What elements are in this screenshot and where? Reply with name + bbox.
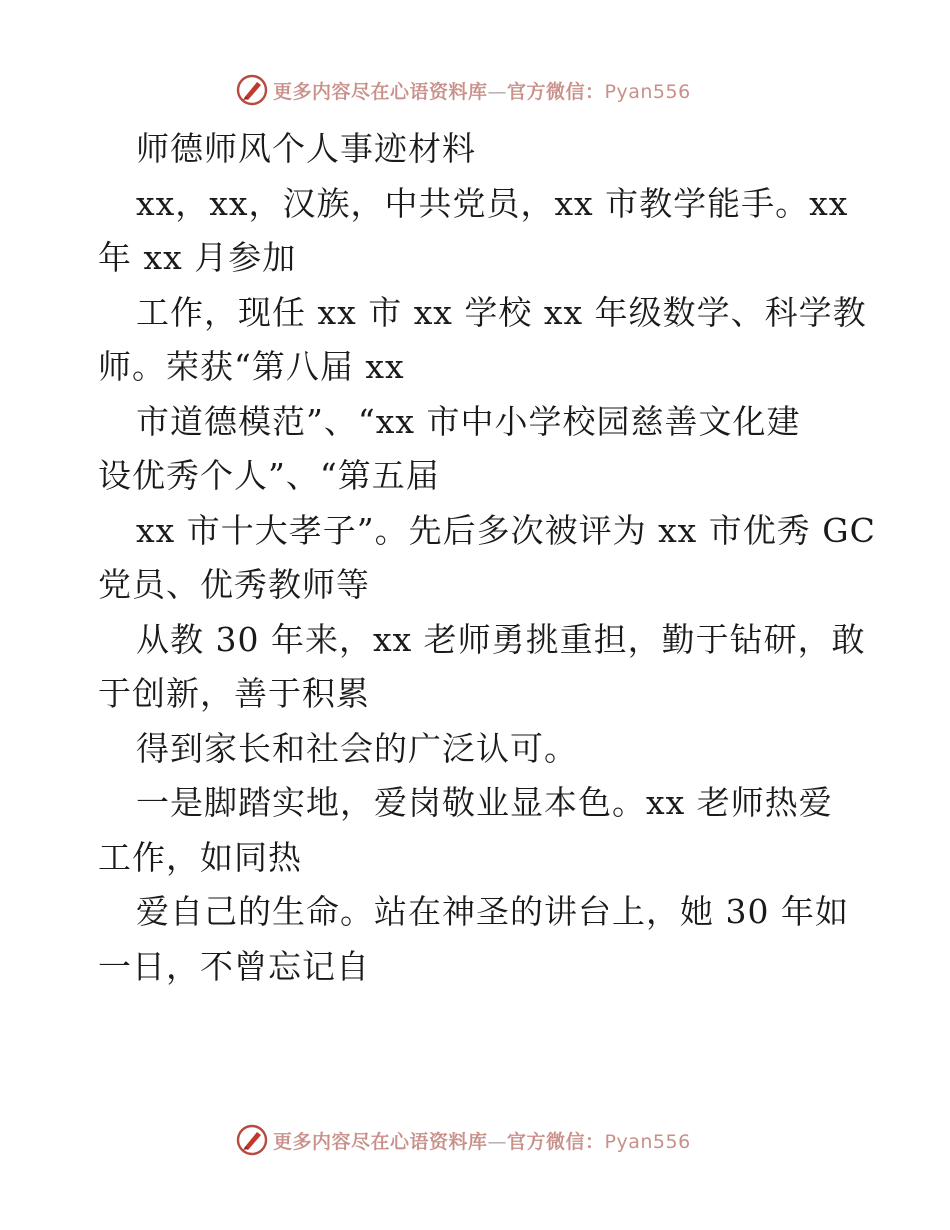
footer-brand: 更多内容尽在心语资料库	[273, 1130, 488, 1153]
pen-seal-icon	[235, 73, 269, 107]
footer-wechat: 官方微信：	[507, 1130, 605, 1153]
doc-line: 师。荣获“第八届 xx	[98, 347, 405, 386]
doc-line: 工作，现任 xx 市 xx 学校 xx 年级数学、科学教	[136, 292, 867, 332]
doc-line: 市道德模范”、“xx 市中小学校园慈善文化建	[136, 401, 801, 441]
footer-watermark	[235, 1122, 691, 1158]
doc-line: 党员、优秀教师等	[98, 565, 370, 604]
header-watermark	[235, 72, 691, 108]
header-brand: 更多内容尽在心语资料库	[273, 80, 488, 103]
doc-line: 设优秀个人”、“第五届	[98, 456, 440, 495]
document-body	[98, 122, 876, 994]
pen-seal-icon	[235, 1123, 269, 1157]
header-sep: —	[487, 80, 508, 103]
header-account: Pyan556	[604, 80, 691, 103]
doc-line: xx 市十大孝子”。先后多次被评为 xx 市优秀 GC	[136, 510, 876, 550]
header-text	[273, 77, 691, 104]
doc-line: 从教 30 年来，xx 老师勇挑重担，勤于钻研，敢	[136, 619, 866, 659]
footer-text	[273, 1127, 691, 1154]
doc-title: 师德师风个人事迹材料	[136, 129, 476, 168]
doc-line: 一日，不曾忘记自	[98, 946, 370, 986]
footer-sep: —	[487, 1130, 508, 1153]
header-wechat: 官方微信：	[507, 80, 605, 103]
doc-line: 一是脚踏实地，爱岗敬业显本色。xx 老师热爱	[136, 783, 833, 822]
doc-line: 于创新，善于积累	[98, 674, 370, 713]
doc-line: 爱自己的生命。站在神圣的讲台上，她 30 年如	[136, 892, 849, 931]
doc-line: 年 xx 月参加	[98, 238, 297, 277]
footer-account: Pyan556	[604, 1130, 691, 1153]
doc-line: 工作，如同热	[98, 837, 302, 877]
doc-line: 得到家长和社会的广泛认可。	[136, 728, 578, 768]
doc-line: xx，xx，汉族，中共党员，xx 市教学能手。xx	[136, 183, 849, 223]
